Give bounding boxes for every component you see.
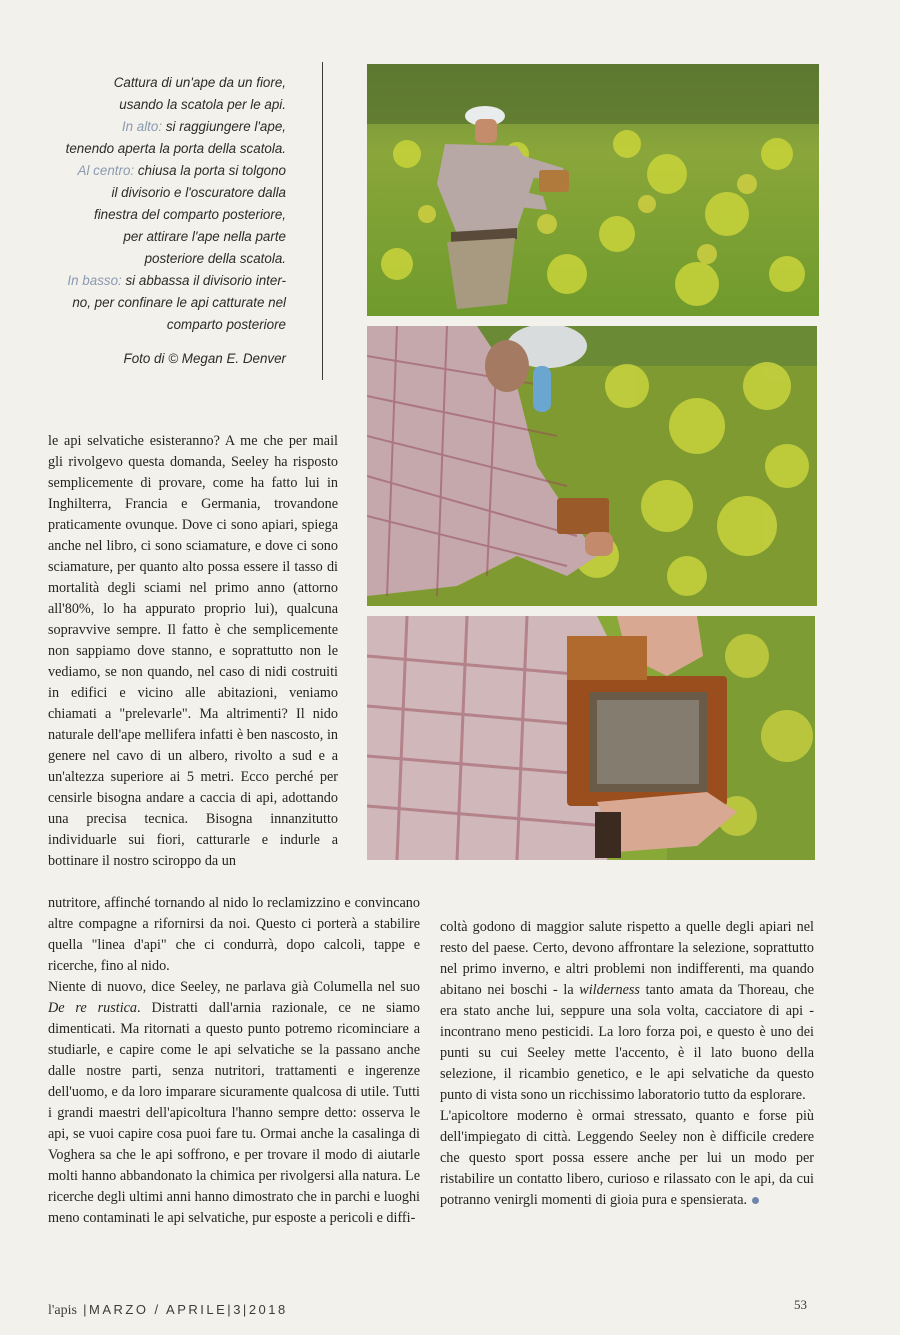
page-footer	[48, 1302, 288, 1319]
text-run: . Distratti dall'arnia razionale, ce ne siamo dimenticati. Ma ritornati a questo punto potremo ricominciare a studiarle, e capire come le api selvatiche se la passano anche dalle nostre parti, senza nutritori, trattamenti e ingerenze dell'uomo, e da loro imparare sicuramente qualcosa di utile. Tutti i grandi maestri dell'apicoltura l'hanno sempre detto: osserva le api, se vuoi capire cosa puoi fare tu. Ormai anche la casalinga di Voghera sa che le api soffrono, e per trovare il modo di aiutarle molti hanno abbandonato la chimica per rivolgersi alla natura. Le ricerche degli ultimi anni hanno dimostrato che in parchi e luoghi meno contaminati le api selvatiche, pur esposte a pericoli e diffi-	[48, 1000, 420, 1226]
paragraph: nutritore, affinché tornando al nido lo reclamizzino e convincano altre compagne a rifornirsi da noi. Questo ci porterà a stabilire quella "linea d'api" che ci condurrà, dopo calcoli, tappe e ricerche, fino al nido.	[48, 895, 420, 974]
italic-term: wilderness	[579, 982, 640, 998]
body-column-left-top	[48, 431, 338, 872]
caption-line	[40, 160, 286, 182]
footer-separator: |	[83, 1302, 89, 1317]
photo-caption	[40, 72, 286, 370]
magazine-brand: l'apis	[48, 1303, 77, 1318]
caption-line: Cattura di un'ape da un fiore,	[113, 75, 286, 90]
text-run: tanto amata da Thoreau, che era stato anche lui, seppure una sola volta, cacciatore di api - incontrano meno pesticidi. La loro forza poi, e questo è uno dei punti su cui Seeley mette l'accento, è il lato buono della selezione, il ricambio genetico, e le api selvatiche da questo punto di vista sono un ricchissimo laboratorio tutto da esplorare.	[440, 982, 814, 1103]
photo-top-field	[367, 64, 819, 316]
photo-bottom-box-closeup	[367, 616, 815, 860]
caption-label-top: In alto:	[121, 119, 163, 134]
paragraph: le api selvatiche esisteranno? A me che per mail gli rivolgevo questa domanda, Seeley ha risposto semplicemente di provare, come ha fatto lui in Inghilterra, Francia e Germania, trovandone praticamente ovunque. Dove ci sono apiari, spiega anche nel libro, ci sono sciamature, e dove ci sono sciamature, per quanto alto possa essere il tasso di mortalità degli sciami nel primo anno (attorno all'80%, lo ha appurato proprio lui), qualcuna sopravvive sempre. Il fatto è che semplicemente non sappiamo dove stanno, e soprattutto non le vediamo, se non quando, nel caso di nidi costruiti in edifici e vicino alle abitazioni, veniamo chiamati a "prelevarle". Ma altrimenti? Il nido naturale dell'ape mellifera infatti è ben nascosto, in genere nel cavo di un albero, rivolto a sud e a un'altezza superiore ai 5 metri. Ecco perché per censirle bisogna andare a caccia di api, adottando una precisa tecnica. Bisogna innanzitutto individuarle sui fiori, catturarle e indurle a bottinare il nostro sciroppo da un	[48, 433, 338, 869]
issue-year: 2018	[248, 1302, 288, 1317]
caption-line: tenendo aperta la porta della scatola.	[65, 141, 286, 156]
caption-label-bottom: In basso:	[67, 273, 122, 288]
caption-line: comparto posteriore	[166, 317, 286, 332]
paragraph	[48, 977, 420, 1229]
photo-credit: Foto di © Megan E. Denver	[123, 351, 286, 366]
paragraph	[440, 917, 814, 1106]
paragraph	[440, 1106, 814, 1211]
caption-text: chiusa la porta si tolgono	[137, 163, 286, 178]
caption-line	[40, 116, 286, 138]
text-run: coltà godono di maggior salute rispetto a quelle degli apiari nel resto del paese. Certo, devono affrontare la selezione, soprattutto nel primo inverno, e altri problemi non indifferenti, ma quando abitano nei boschi - la	[440, 919, 814, 998]
caption-line: il divisorio e l'oscuratore dalla	[111, 185, 286, 200]
caption-text: si abbassa il divisorio inter-	[125, 273, 286, 288]
end-of-article-mark	[752, 1197, 759, 1204]
caption-line: posteriore della scatola.	[144, 251, 286, 266]
body-column-right	[440, 917, 814, 1211]
caption-line: finestra del comparto posteriore,	[93, 207, 286, 222]
caption-divider	[322, 62, 323, 380]
caption-line	[40, 270, 286, 292]
body-column-left-bottom	[48, 893, 420, 1229]
caption-label-center: Al centro:	[77, 163, 135, 178]
caption-line: no, per confinare le api catturate nel	[72, 295, 286, 310]
issue-number: 3	[233, 1302, 243, 1317]
page-number: 53	[794, 1297, 807, 1312]
footer-separator: |	[242, 1302, 249, 1317]
issue-months: MARZO / APRILE	[88, 1302, 228, 1317]
photo-middle-crouch	[367, 326, 817, 606]
book-title: De re rustica	[48, 1000, 138, 1016]
text-run: Niente di nuovo, dice Seeley, ne parlava già Columella nel suo	[48, 979, 420, 995]
caption-text: si raggiungere l'ape,	[165, 119, 286, 134]
footer-separator: |	[227, 1302, 234, 1317]
caption-line: usando la scatola per le api.	[119, 97, 286, 112]
text-run: L'apicoltore moderno è ormai stressato, quanto e forse più dell'impiegato di città. Leggendo Seeley non è difficile credere che questo sport possa essere anche per lui un modo per ristabilire un contatto libero, curioso e rilassato con le api, da cui potranno venirgli momenti di gioia pura e spensierata.	[440, 1108, 814, 1208]
caption-line: per attirare l'ape nella parte	[123, 229, 286, 244]
